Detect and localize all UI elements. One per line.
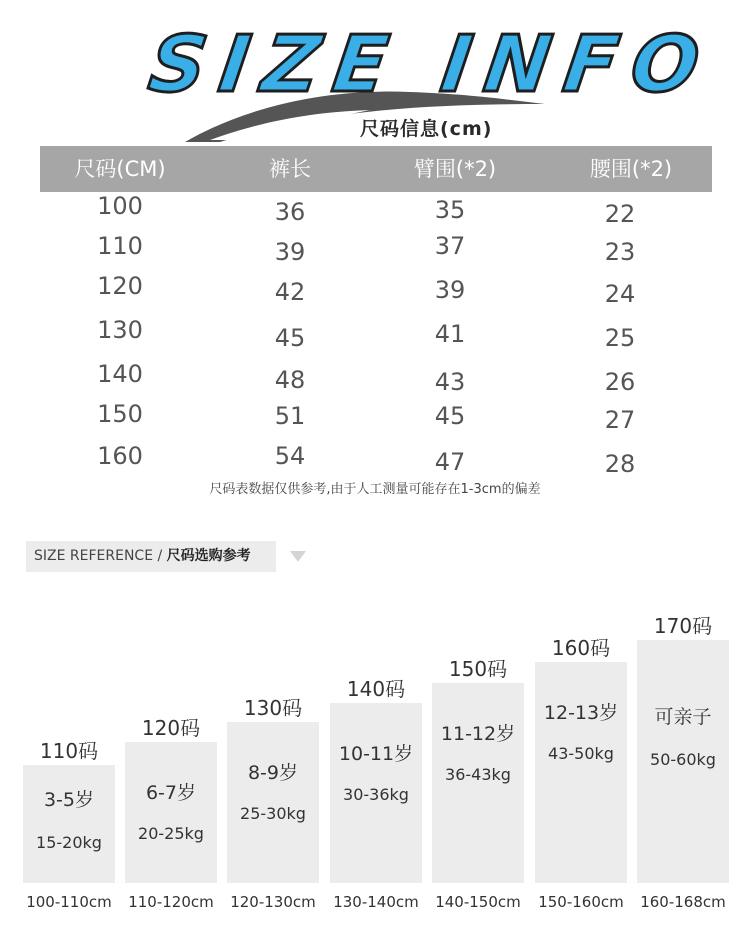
cell-pants-length: 36 [274, 198, 306, 226]
cell-pants-length: 54 [274, 442, 306, 470]
size-bar [23, 765, 115, 883]
size-bar [227, 722, 319, 883]
age-range: 6-7岁 [145, 782, 197, 804]
weight-range: 43-50kg [548, 744, 614, 763]
size-bar [637, 640, 729, 883]
weight-range: 30-36kg [343, 785, 409, 804]
page-subtitle: 尺码信息(cm) [360, 118, 493, 140]
height-range: 100-110cm [26, 893, 112, 911]
cell-pants-length: 39 [274, 238, 306, 266]
cell-size: 100 [97, 192, 143, 220]
cell-pants-length: 45 [274, 324, 306, 352]
weight-range: 25-30kg [240, 804, 306, 823]
age-range: 3-5岁 [43, 789, 95, 811]
cell-pants-length: 51 [274, 402, 306, 430]
cell-waist: 24 [604, 280, 636, 308]
size-table-header [40, 146, 712, 192]
cell-waist: 22 [604, 200, 636, 228]
size-reference-separator: / [153, 548, 167, 564]
cell-waist: 27 [604, 406, 636, 434]
age-range: 可亲子 [654, 706, 712, 728]
cell-arm: 43 [434, 368, 466, 396]
cell-size: 160 [97, 442, 143, 470]
height-range: 110-120cm [128, 893, 214, 911]
cell-size: 130 [97, 316, 143, 344]
cell-size: 110 [97, 232, 143, 260]
weight-range: 36-43kg [445, 765, 511, 784]
cell-size: 140 [97, 360, 143, 388]
size-title: 160码 [551, 636, 611, 660]
size-bar [125, 742, 217, 883]
size-title: 170码 [653, 614, 713, 638]
size-title: 110码 [39, 739, 99, 763]
size-title: 130码 [243, 696, 303, 720]
cell-arm: 35 [434, 196, 466, 224]
age-range: 8-9岁 [247, 762, 299, 784]
size-bar [330, 703, 422, 883]
cell-arm: 41 [434, 320, 466, 348]
age-range: 10-11岁 [338, 743, 414, 765]
size-reference-label-cn: 尺码选购参考 [166, 548, 251, 564]
cell-arm: 37 [434, 232, 466, 260]
column-header-waist: 腰围(*2) [589, 157, 673, 181]
cell-waist: 28 [604, 450, 636, 478]
height-range: 120-130cm [230, 893, 316, 911]
height-range: 140-150cm [435, 893, 521, 911]
cell-size: 150 [97, 400, 143, 428]
age-range: 12-13岁 [543, 702, 619, 724]
size-bar [432, 683, 524, 883]
height-range: 130-140cm [333, 893, 419, 911]
column-header-size: 尺码(CM) [74, 157, 166, 181]
size-bar [535, 662, 627, 883]
cell-pants-length: 48 [274, 366, 306, 394]
size-title: 120码 [141, 716, 201, 740]
cell-waist: 26 [604, 368, 636, 396]
cell-arm: 47 [434, 448, 466, 476]
weight-range: 15-20kg [36, 833, 102, 852]
cell-size: 120 [97, 272, 143, 300]
size-title: 140码 [346, 677, 406, 701]
cell-arm: 39 [434, 276, 466, 304]
cell-pants-length: 42 [274, 278, 306, 306]
cell-waist: 25 [604, 324, 636, 352]
weight-range: 50-60kg [650, 750, 716, 769]
weight-range: 20-25kg [138, 824, 204, 843]
triangle-down-icon [290, 551, 306, 562]
age-range: 11-12岁 [440, 723, 516, 745]
cell-waist: 23 [604, 238, 636, 266]
height-range: 150-160cm [538, 893, 624, 911]
cell-arm: 45 [434, 402, 466, 430]
size-reference-label-en: SIZE REFERENCE [34, 548, 154, 564]
size-table-body [40, 192, 712, 482]
page-title: SIZE INFO [143, 20, 719, 110]
table-note: 尺码表数据仅供参考,由于人工测量可能存在1-3cm的偏差 [209, 482, 541, 497]
size-reference-label [26, 541, 276, 572]
column-header-pants-length: 裤长 [269, 157, 311, 181]
column-header-arm: 臂围(*2) [413, 157, 497, 181]
size-title: 150码 [448, 657, 508, 681]
height-range: 160-168cm [640, 893, 726, 911]
